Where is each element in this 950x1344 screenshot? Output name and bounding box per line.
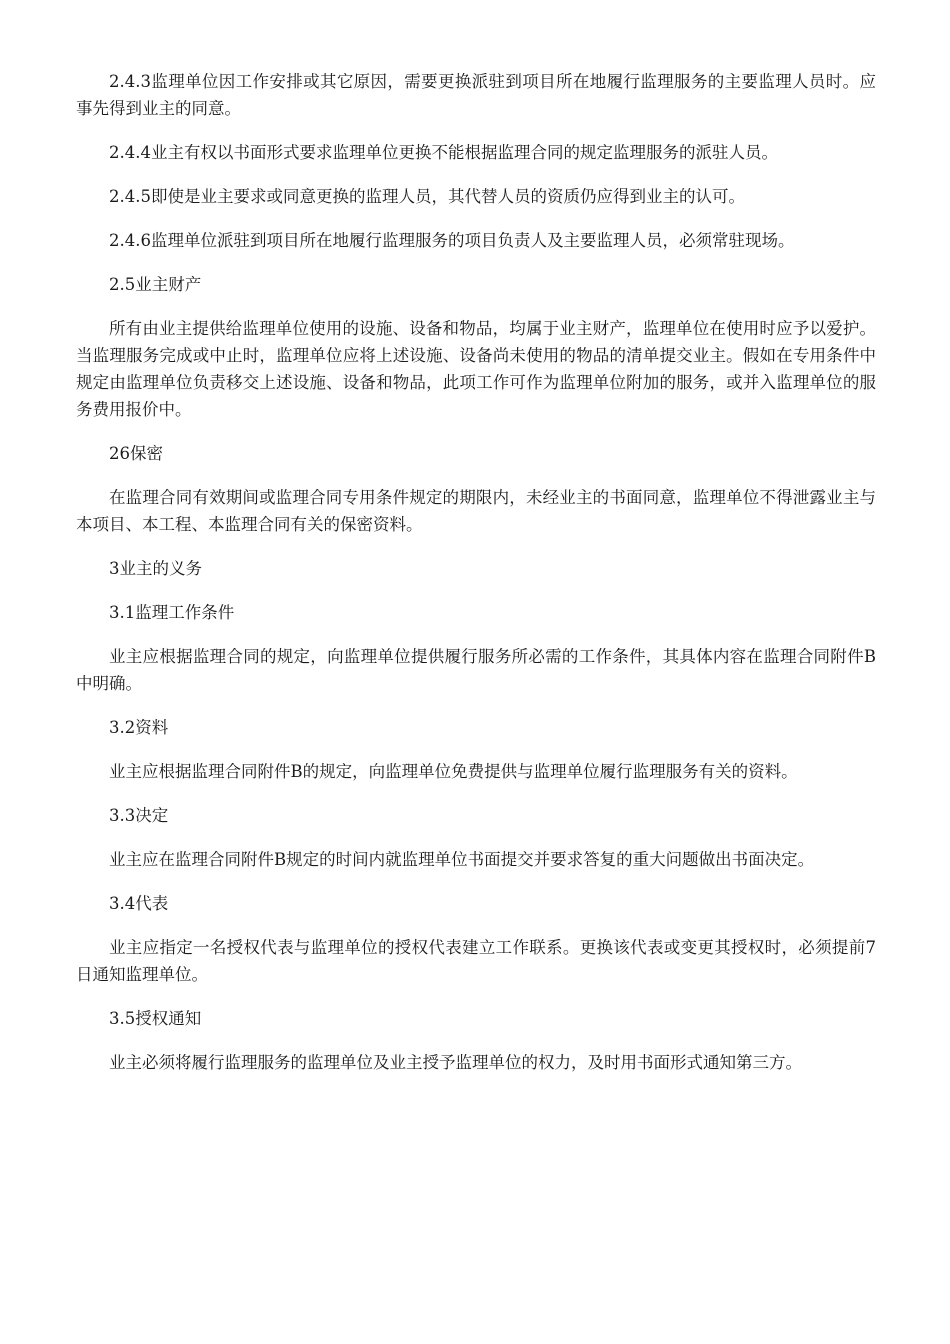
paragraph-materials: 业主应根据监理合同附件B的规定，向监理单位免费提供与监理单位履行监理服务有关的资料。 [109, 762, 798, 781]
heading-3-3: 3.3决定 [109, 806, 169, 825]
paragraph-representative: 业主应指定一名授权代表与监理单位的授权代表建立工作联系。更换该代表或变更其授权时，必须提前7日通知监理单位。 [76, 938, 876, 984]
heading-2-5: 2.5业主财产 [109, 275, 202, 294]
paragraph-2-4-6: 2.4.6监理单位派驻到项目所在地履行监理服务的项目负责人及主要监理人员，必须常驻现场。 [109, 231, 795, 250]
paragraph-owner-property: 所有由业主提供给监理单位使用的设施、设备和物品，均属于业主财产，监理单位在使用时应予以爱护。当监理服务完成或中止时，监理单位应将上述设施、设备尚未使用的物品的清单提交业主。假如在专用条件中规定由监理单位负责移交上述设施、设备和物品，此项工作可作为监理单位附加的服务，或并入监理单位的服务费用报价中。 [76, 319, 876, 419]
paragraph-decisions: 业主应在监理合同附件B规定的时间内就监理单位书面提交并要求答复的重大问题做出书面决定。 [109, 850, 815, 869]
paragraph-confidentiality: 在监理合同有效期间或监理合同专用条件规定的期限内，未经业主的书面同意，监理单位不得泄露业主与本项目、本工程、本监理合同有关的保密资料。 [76, 488, 876, 534]
paragraph-authorization-notice: 业主必须将履行监理服务的监理单位及业主授予监理单位的权力，及时用书面形式通知第三方。 [109, 1053, 802, 1072]
document-body [76, 68, 876, 1093]
heading-3: 3业主的义务 [109, 559, 202, 578]
heading-3-4: 3.4代表 [109, 894, 169, 913]
paragraph-work-conditions: 业主应根据监理合同的规定，向监理单位提供履行服务所必需的工作条件，其具体内容在监理合同附件B中明确。 [76, 647, 876, 693]
heading-3-2: 3.2资料 [109, 718, 169, 737]
heading-3-1: 3.1监理工作条件 [109, 603, 235, 622]
heading-2-6: 26保密 [109, 444, 163, 463]
heading-3-5: 3.5授权通知 [109, 1009, 202, 1028]
paragraph-2-4-4: 2.4.4业主有权以书面形式要求监理单位更换不能根据监理合同的规定监理服务的派驻人员。 [109, 143, 778, 162]
paragraph-2-4-5: 2.4.5即使是业主要求或同意更换的监理人员，其代替人员的资质仍应得到业主的认可。 [109, 187, 745, 206]
paragraph-2-4-3: 2.4.3监理单位因工作安排或其它原因，需要更换派驻到项目所在地履行监理服务的主要监理人员时。应事先得到业主的同意。 [76, 72, 876, 118]
